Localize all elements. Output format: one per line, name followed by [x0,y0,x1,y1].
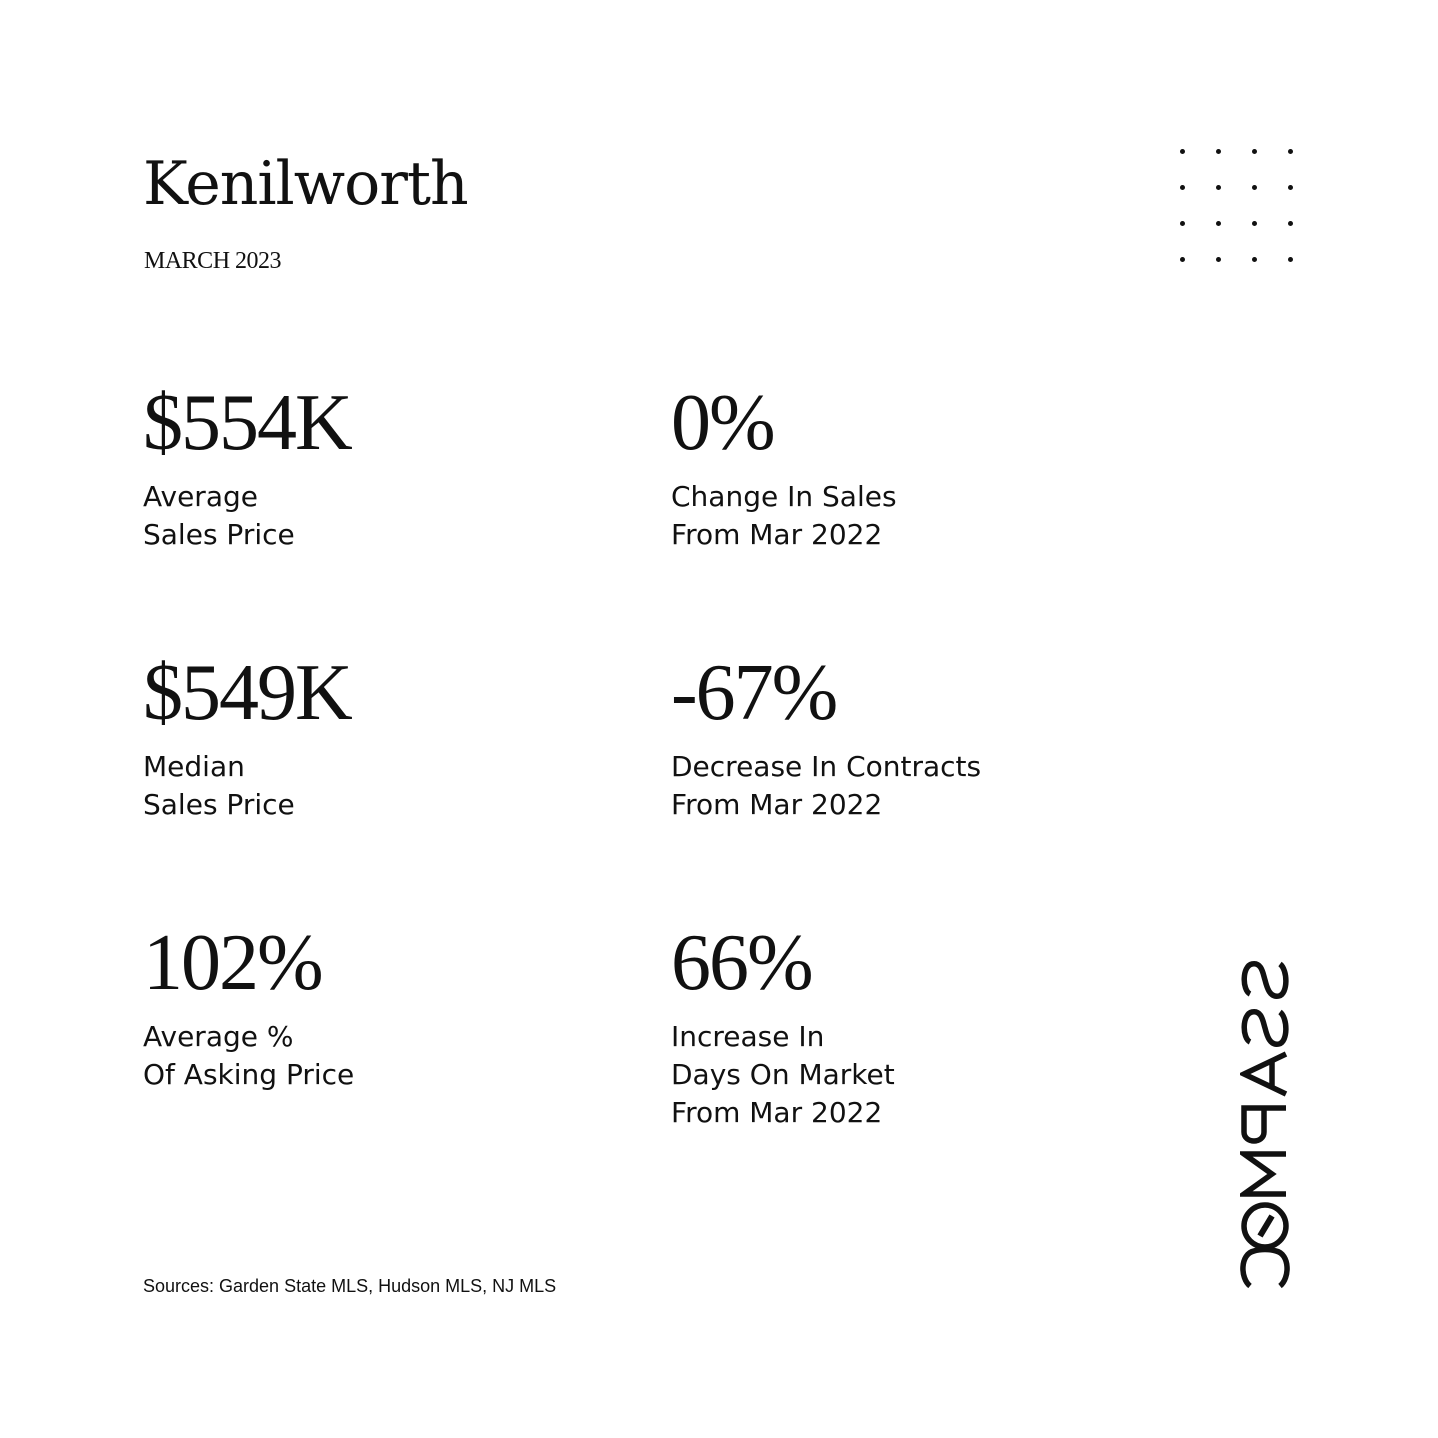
stat-label [143,748,603,824]
dot [1180,221,1185,226]
stat-value: 66% [671,919,812,1007]
dot [1216,221,1221,226]
dot [1288,149,1293,154]
report-date: MARCH 2023 [144,248,282,274]
stat-label-line: Change In Sales [671,480,897,513]
dot [1252,149,1257,154]
dot [1252,221,1257,226]
dot [1216,257,1221,262]
stat-label [671,478,1131,554]
stat-average-sales-price [143,380,603,554]
dot [1288,221,1293,226]
sources-note: Sources: Garden State MLS, Hudson MLS, NJ MLS [143,1276,557,1296]
dot [1288,185,1293,190]
compass-logo [1240,958,1290,1292]
stat-label-line: From Mar 2022 [671,518,883,551]
stat-decrease-in-contracts [671,650,1131,824]
stat-label [671,1018,1131,1132]
dot [1252,185,1257,190]
stat-label-line: From Mar 2022 [671,1096,883,1129]
stat-label-line: Average % [143,1020,294,1053]
stat-value: $554K [143,379,351,467]
stat-label-line: Of Asking Price [143,1058,355,1091]
stat-days-on-market [671,920,1131,1132]
stat-value: -67% [671,649,837,737]
stat-label-line: From Mar 2022 [671,788,883,821]
dot [1288,257,1293,262]
stat-value: $549K [143,649,351,737]
stat-label [143,1018,603,1094]
stat-label-line: Days On Market [671,1058,895,1091]
page-title: Kenilworth [143,149,468,219]
dot [1180,185,1185,190]
stat-label-line: Sales Price [143,788,295,821]
stat-label-line: Average [143,480,258,513]
stat-change-in-sales [671,380,1131,554]
stat-value: 102% [143,919,322,1007]
stat-label-line: Sales Price [143,518,295,551]
stat-value: 0% [671,379,774,467]
dot [1216,185,1221,190]
stat-label-line: Decrease In Contracts [671,750,982,783]
dot-grid-icon [1172,141,1300,269]
dot [1180,257,1185,262]
stat-average-of-asking-price [143,920,603,1094]
dot [1180,149,1185,154]
stat-label [143,478,603,554]
stat-label-line: Increase In [671,1020,825,1053]
dot [1252,257,1257,262]
stat-median-sales-price [143,650,603,824]
dot [1216,149,1221,154]
stat-label [671,748,1131,824]
stat-label-line: Median [143,750,245,783]
